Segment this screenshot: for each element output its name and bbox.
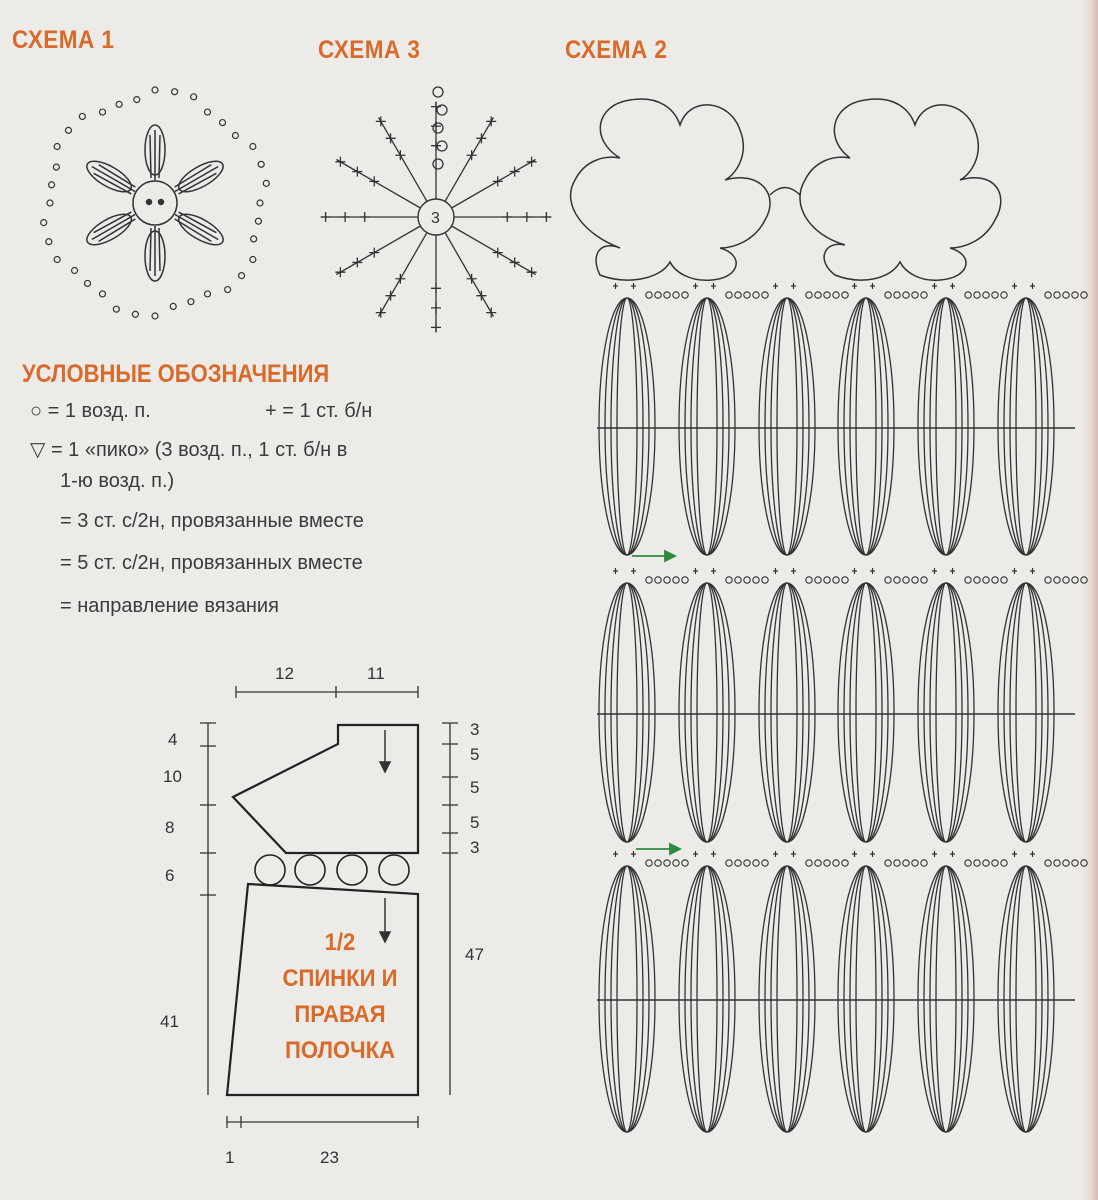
chain-stitch (1001, 860, 1007, 866)
single-crochet-mark (376, 308, 386, 318)
double-treble-cluster (599, 866, 655, 1132)
chain-stitch (806, 860, 812, 866)
single-crochet-mark (376, 116, 386, 126)
scheme-3-star (321, 87, 552, 332)
chain-stitch (983, 860, 989, 866)
chain-stitch (47, 200, 53, 206)
chain-stitch (205, 291, 211, 297)
chain-stitch (965, 577, 971, 583)
single-crochet-mark (431, 102, 441, 112)
double-treble-cluster (777, 298, 797, 555)
chain-stitch (263, 180, 269, 186)
single-crochet-mark (852, 851, 875, 857)
chain-stitch (655, 292, 661, 298)
legend-5-treble: = 5 ст. с/2н, провязанных вместе (60, 552, 363, 574)
chain-stitch (682, 860, 688, 866)
spoke (336, 160, 420, 209)
chain-stitch (753, 860, 759, 866)
chain-stitch (1081, 292, 1087, 298)
chain-stitch (54, 257, 60, 263)
single-crochet-mark (395, 150, 405, 160)
chain-stitch (842, 577, 848, 583)
chain-stitch (53, 164, 59, 170)
double-treble-cluster (838, 866, 894, 1132)
chain-stitch (132, 311, 138, 317)
chain-stitch (1081, 577, 1087, 583)
single-crochet-mark (486, 308, 496, 318)
svg-text:3: 3 (431, 210, 440, 227)
flower-outline-2 (800, 99, 1001, 280)
spoke (445, 233, 494, 317)
chain-stitch (100, 291, 106, 297)
chain-stitch (744, 860, 750, 866)
single-crochet-mark (502, 212, 512, 222)
scheme-2-flowers (571, 99, 1001, 280)
chain-stitch (255, 218, 261, 224)
chain-stitch (912, 860, 918, 866)
chain-stitch (673, 292, 679, 298)
scheme-1-flower (41, 87, 270, 319)
chain-stitch (646, 577, 652, 583)
chain-stitch (921, 292, 927, 298)
flower-center (133, 181, 177, 225)
double-treble-cluster (691, 583, 723, 842)
single-crochet-mark (1012, 283, 1035, 289)
spoke (452, 160, 536, 209)
double-treble-cluster (617, 298, 637, 555)
chain-stitch (815, 860, 821, 866)
chain-stitch (735, 577, 741, 583)
scheme-2-title: СХЕМА 2 (565, 36, 668, 64)
chain-stitch (842, 860, 848, 866)
double-treble-cluster (838, 583, 894, 842)
scheme-3-title: СХЕМА 3 (318, 36, 421, 64)
double-treble-cluster (611, 583, 643, 842)
chain-stitch (250, 257, 256, 263)
chain-stitch (1054, 860, 1060, 866)
chain-stitch (646, 860, 652, 866)
double-treble-cluster (777, 866, 797, 1132)
chain-stitch (1001, 577, 1007, 583)
pattern-piece (227, 725, 418, 1095)
single-crochet-mark (1012, 568, 1035, 574)
chain-stitch (965, 860, 971, 866)
dim-right-3b: 3 (470, 838, 480, 857)
chain-stitch (762, 577, 768, 583)
chain-stitch (806, 577, 812, 583)
chain-stitch (824, 860, 830, 866)
chain-stitch (894, 292, 900, 298)
chain-stitch (726, 860, 732, 866)
single-crochet-mark (386, 133, 396, 143)
chain-stitch (974, 577, 980, 583)
double-treble-cluster (771, 298, 803, 555)
dim-left-6: 6 (165, 866, 175, 885)
single-crochet-mark (352, 257, 362, 267)
piece-label-line-3: ПРАВАЯ (294, 1001, 386, 1028)
double-treble-cluster (771, 583, 803, 842)
single-crochet-mark (431, 322, 441, 332)
chain-stitch (664, 292, 670, 298)
double-treble-cluster (1010, 298, 1042, 555)
chain-stitch (655, 577, 661, 583)
chain-stitch (885, 577, 891, 583)
chain-stitch (251, 236, 257, 242)
chain-stitch (54, 144, 60, 150)
chain-stitch (79, 113, 85, 119)
chain-stitch (921, 860, 927, 866)
double-treble-cluster (1016, 866, 1036, 1132)
single-crochet-mark (510, 257, 520, 267)
direction-arrows-piece (380, 730, 390, 942)
chain-stitch (85, 280, 91, 286)
piece-label-line-1: 1/2 (324, 929, 356, 956)
chain-stitch (170, 303, 176, 309)
chain-stitch (225, 287, 231, 293)
single-crochet-mark (467, 150, 477, 160)
chain-stitch (912, 292, 918, 298)
double-treble-cluster (856, 298, 876, 555)
chain-stitch (116, 101, 122, 107)
double-treble-cluster (599, 298, 655, 555)
double-treble-cluster (936, 866, 956, 1132)
chain-stitch (258, 161, 264, 167)
chain-stitch (965, 292, 971, 298)
single-crochet-mark (541, 212, 551, 222)
single-crochet-mark (467, 274, 477, 284)
chain-stitch (664, 577, 670, 583)
double-treble-cluster (856, 583, 876, 842)
chain-stitch (49, 182, 55, 188)
double-treble-cluster (930, 298, 962, 555)
chain-stitch (646, 292, 652, 298)
dim-top-12: 12 (275, 664, 294, 683)
chain-stitch (806, 292, 812, 298)
double-treble-cluster (918, 583, 974, 842)
single-crochet-mark (852, 568, 875, 574)
chain-stitch (921, 577, 927, 583)
double-treble-cluster (850, 298, 882, 555)
chain-stitch (885, 292, 891, 298)
double-treble-cluster (850, 866, 882, 1132)
chain-stitch (735, 292, 741, 298)
single-crochet-mark (613, 568, 636, 574)
chain-stitch (903, 860, 909, 866)
body-outline (227, 884, 418, 1095)
chain-stitch (815, 292, 821, 298)
single-crochet-mark (476, 133, 486, 143)
dim-left-8: 8 (165, 818, 175, 837)
flower-outline-1 (571, 99, 770, 280)
chain-stitch (152, 313, 158, 319)
chain-stitch (257, 200, 263, 206)
chain-stitch (41, 220, 47, 226)
chain-stitch (1045, 292, 1051, 298)
dim-right-3a: 3 (470, 720, 480, 739)
single-crochet-mark (1012, 851, 1035, 857)
single-crochet-mark (510, 167, 520, 177)
chain-stitch (974, 292, 980, 298)
chain-stitch (992, 577, 998, 583)
double-treble-cluster (617, 583, 637, 842)
chain-stitch (100, 109, 106, 115)
double-treble-cluster (998, 866, 1054, 1132)
single-crochet-mark (386, 291, 396, 301)
dim-left-10: 10 (163, 767, 182, 786)
single-crochet-mark (693, 851, 716, 857)
double-treble-cluster (691, 298, 723, 555)
double-treble-cluster (1016, 583, 1036, 842)
dim-bottom-1: 1 (225, 1148, 235, 1167)
single-crochet-mark (493, 248, 503, 258)
double-treble-cluster (759, 583, 815, 842)
double-treble-cluster (611, 298, 643, 555)
dim-right-5b: 5 (470, 778, 480, 797)
single-crochet-mark (360, 212, 370, 222)
double-treble-cluster (850, 583, 882, 842)
single-crochet-mark (476, 291, 486, 301)
double-treble-cluster (936, 298, 956, 555)
spoke (379, 233, 428, 317)
chain-stitch (1072, 860, 1078, 866)
double-treble-cluster (771, 866, 803, 1132)
spoke (336, 226, 420, 275)
double-treble-cluster (1016, 298, 1036, 555)
double-treble-cluster (679, 583, 735, 842)
double-treble-cluster (838, 298, 894, 555)
chain-stitch (833, 292, 839, 298)
chain-stitch (992, 292, 998, 298)
flower-strip (255, 855, 409, 885)
legend-single-crochet: + = 1 ст. б/н (265, 400, 373, 422)
chain-stitch (833, 860, 839, 866)
double-treble-cluster (759, 866, 815, 1132)
chain-stitch (673, 860, 679, 866)
single-crochet-mark (352, 167, 362, 177)
single-crochet-mark (693, 283, 716, 289)
flower-connector (770, 188, 800, 196)
single-crochet-mark (613, 283, 636, 289)
single-crochet-mark (369, 176, 379, 186)
chain-stitch (824, 292, 830, 298)
chain-stitch (1045, 860, 1051, 866)
single-crochet-mark (369, 248, 379, 258)
chain-stitch (894, 577, 900, 583)
single-crochet-mark (493, 176, 503, 186)
chain-stitch (824, 577, 830, 583)
legend-direction: = направление вязания (60, 595, 279, 617)
spoke (452, 226, 536, 275)
dim-left-4: 4 (168, 730, 178, 749)
chain-stitch (239, 273, 245, 279)
double-treble-cluster (617, 866, 637, 1132)
chain-stitch (65, 127, 71, 133)
chain-stitch (1045, 577, 1051, 583)
chain-stitch (974, 860, 980, 866)
single-crochet-mark (335, 157, 345, 167)
chain-stitch (753, 577, 759, 583)
chain-stitch (885, 860, 891, 866)
chain-stitch (833, 577, 839, 583)
chain-stitch (152, 87, 158, 93)
double-treble-cluster (679, 298, 735, 555)
scheme-1-title: СХЕМА 1 (12, 26, 115, 54)
chain-stitch (762, 292, 768, 298)
double-treble-cluster (777, 583, 797, 842)
chain-stitch (655, 860, 661, 866)
piece-label-line-4: ПОЛОЧКА (284, 1037, 396, 1064)
dimension-lines (200, 686, 458, 1128)
single-crochet-mark (773, 851, 796, 857)
double-treble-cluster (679, 866, 735, 1132)
single-crochet-mark (431, 303, 441, 313)
single-crochet-mark (321, 212, 331, 222)
chain-stitch (673, 577, 679, 583)
dim-top-11: 11 (367, 664, 385, 683)
double-treble-cluster (918, 866, 974, 1132)
chain-stitch (912, 577, 918, 583)
dim-left-41: 41 (160, 1012, 179, 1031)
spoke (379, 117, 428, 201)
double-treble-cluster (998, 583, 1054, 842)
scheme-2-stitch-columns (599, 283, 1087, 1132)
double-treble-cluster (1010, 866, 1042, 1132)
chain-stitch (744, 577, 750, 583)
chain-stitch (433, 159, 443, 169)
chain-stitch (753, 292, 759, 298)
chain-stitch (983, 577, 989, 583)
chain-stitch (726, 577, 732, 583)
chain-stitch (1072, 292, 1078, 298)
double-treble-cluster (918, 298, 974, 555)
double-treble-cluster (856, 866, 876, 1132)
chain-stitch (1054, 292, 1060, 298)
chain-stitch (983, 292, 989, 298)
double-treble-cluster (930, 866, 962, 1132)
chain-stitch (1063, 577, 1069, 583)
chain-stitch (762, 860, 768, 866)
single-crochet-mark (773, 568, 796, 574)
legend-picot: ▽ = 1 «пико» (3 возд. п., 1 ст. б/н в (30, 439, 348, 461)
single-crochet-mark (773, 283, 796, 289)
chain-stitch (219, 120, 225, 126)
chain-stitch (815, 577, 821, 583)
single-crochet-mark (527, 267, 537, 277)
double-treble-cluster (611, 866, 643, 1132)
double-treble-cluster (930, 583, 962, 842)
chain-stitch (1054, 577, 1060, 583)
chain-stitch (205, 109, 211, 115)
legend-title: УСЛОВНЫЕ ОБОЗНАЧЕНИЯ (22, 360, 330, 388)
single-crochet-mark (395, 274, 405, 284)
double-treble-cluster (697, 298, 717, 555)
chain-stitch (433, 87, 443, 97)
single-crochet-mark (852, 283, 875, 289)
chain-stitch (726, 292, 732, 298)
chain-stitch (664, 860, 670, 866)
spoke (445, 117, 494, 201)
chain-stitch (437, 105, 447, 115)
dim-bottom-23: 23 (320, 1148, 339, 1167)
chain-stitch (735, 860, 741, 866)
single-crochet-mark (932, 851, 955, 857)
chain-stitch (903, 292, 909, 298)
single-crochet-mark (932, 568, 955, 574)
single-crochet-mark (932, 283, 955, 289)
chain-stitch (188, 299, 194, 305)
single-crochet-mark (486, 116, 496, 126)
chain-stitch (72, 267, 78, 273)
double-treble-cluster (691, 866, 723, 1132)
chain-stitch (903, 577, 909, 583)
double-treble-cluster (759, 298, 815, 555)
double-treble-cluster (936, 583, 956, 842)
chain-stitch (1072, 577, 1078, 583)
legend-chain-stitch: ○ = 1 возд. п. (30, 400, 151, 422)
single-crochet-mark (522, 212, 532, 222)
chain-stitch (992, 860, 998, 866)
chain-stitch (744, 292, 750, 298)
chain-stitch (46, 239, 52, 245)
chain-stitch (1063, 292, 1069, 298)
yoke-outline (233, 725, 418, 853)
chain-stitch (134, 97, 140, 103)
chain-stitch (894, 860, 900, 866)
chain-stitch (682, 577, 688, 583)
chain-stitch (1001, 292, 1007, 298)
chain-stitch (842, 292, 848, 298)
chain-stitch (1063, 860, 1069, 866)
single-crochet-mark (613, 851, 636, 857)
chain-stitch (682, 292, 688, 298)
single-crochet-mark (340, 212, 350, 222)
scheme-2-rules (597, 428, 1075, 1000)
dim-right-5c: 5 (470, 813, 480, 832)
single-crochet-mark (527, 157, 537, 167)
double-treble-cluster (1010, 583, 1042, 842)
legend-picot-cont: 1-ю возд. п.) (60, 470, 175, 492)
chain-stitch (113, 306, 119, 312)
double-treble-cluster (599, 583, 655, 842)
single-crochet-mark (431, 283, 441, 293)
single-crochet-mark (335, 267, 345, 277)
chain-stitch (191, 94, 197, 100)
chain-stitch (250, 144, 256, 150)
piece-label-line-2: СПИНКИ И (282, 965, 398, 992)
chain-stitch (232, 133, 238, 139)
double-treble-cluster (697, 583, 717, 842)
chain-stitch (172, 89, 178, 95)
chain-stitch (1081, 860, 1087, 866)
dim-right-5a: 5 (470, 745, 480, 764)
double-treble-cluster (998, 298, 1054, 555)
double-treble-cluster (697, 866, 717, 1132)
single-crochet-mark (693, 568, 716, 574)
legend-3-treble: = 3 ст. с/2н, провязанные вместе (60, 510, 364, 532)
chain-stitch (433, 123, 443, 133)
dim-right-47: 47 (465, 945, 484, 964)
